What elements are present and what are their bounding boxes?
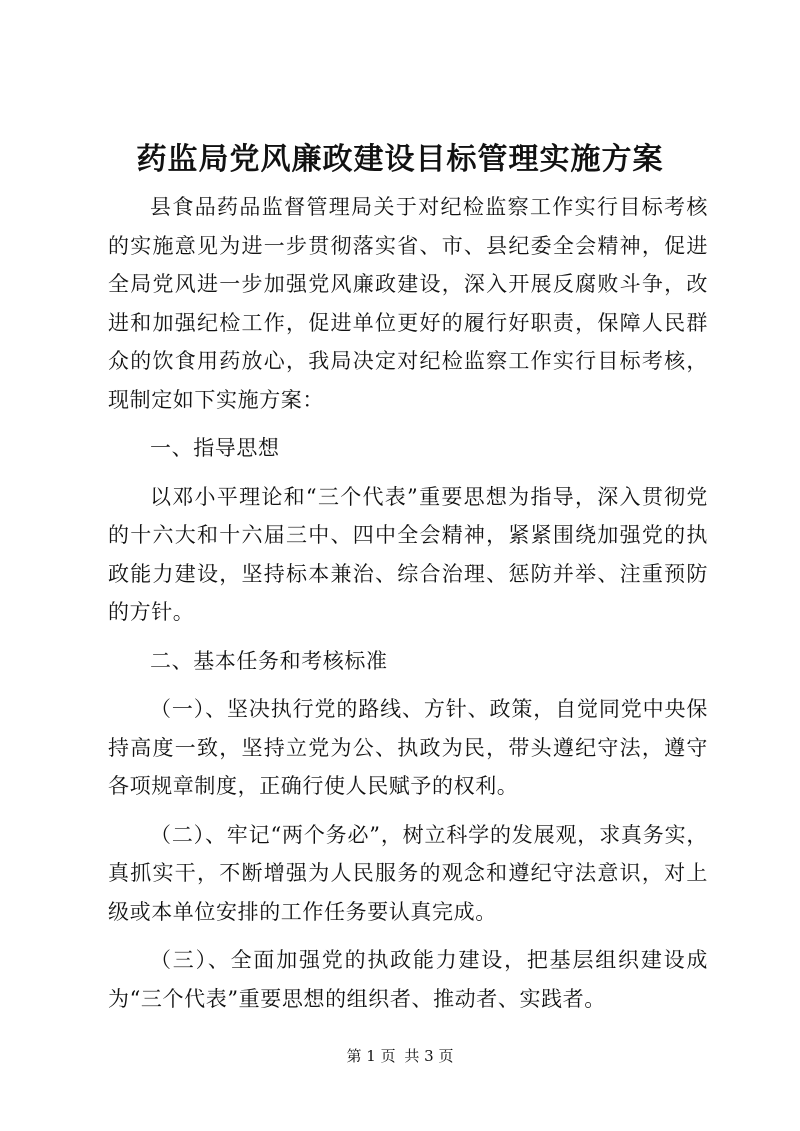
intro-paragraph: 县食品药品监督管理局关于对纪检监察工作实行目标考核的实施意见为进一步贯彻落实省、市、县纪委全会精神，促进全局党风进一步加强党风廉政建设，深入开展反腐败斗争，改进和加强纪检工作，促进单位更好的履行好职责，保障人民群众的饮食用药放心，我局决定对纪检监察工作实行目标考核，现制定如下实施方案： [108, 195, 708, 412]
page-footer [0, 1046, 800, 1066]
section-heading-guiding-ideology: 一、指导思想 [150, 436, 280, 460]
section-heading-tasks-standards: 二、基本任务和考核标准 [150, 648, 388, 673]
task-item-1: （一）、坚决执行党的路线、方针、政策，自觉同党中央保持高度一致，坚持立党为公、执政为民，带头遵纪守法，遵守各项规章制度，正确行使人民赋予的权利。 [108, 697, 708, 798]
page-number: 第 1 页 [346, 1047, 396, 1065]
task-item-2: （二）、牢记“两个务必”，树立科学的发展观，求真务实，真抓实干，不断增强为人民服务的观念和遵纪守法意识，对上级或本单位安排的工作任务要认真完成。 [108, 822, 708, 924]
guiding-ideology-paragraph: 以邓小平理论和“三个代表”重要思想为指导，深入贯彻党的十六大和十六届三中、四中全会精神，紧紧围绕加强党的执政能力建设，坚持标本兼治、综合治理、惩防并举、注重预防的方针。 [108, 484, 708, 624]
document-title: 药监局党风廉政建设目标管理实施方案 [136, 142, 664, 177]
document-body [108, 188, 708, 1018]
task-item-3: （三）、全面加强党的执政能力建设，把基层组织建设成为“三个代表”重要思想的组织者、推动者、实践者。 [108, 948, 708, 1011]
total-pages: 共 3 页 [404, 1047, 454, 1065]
